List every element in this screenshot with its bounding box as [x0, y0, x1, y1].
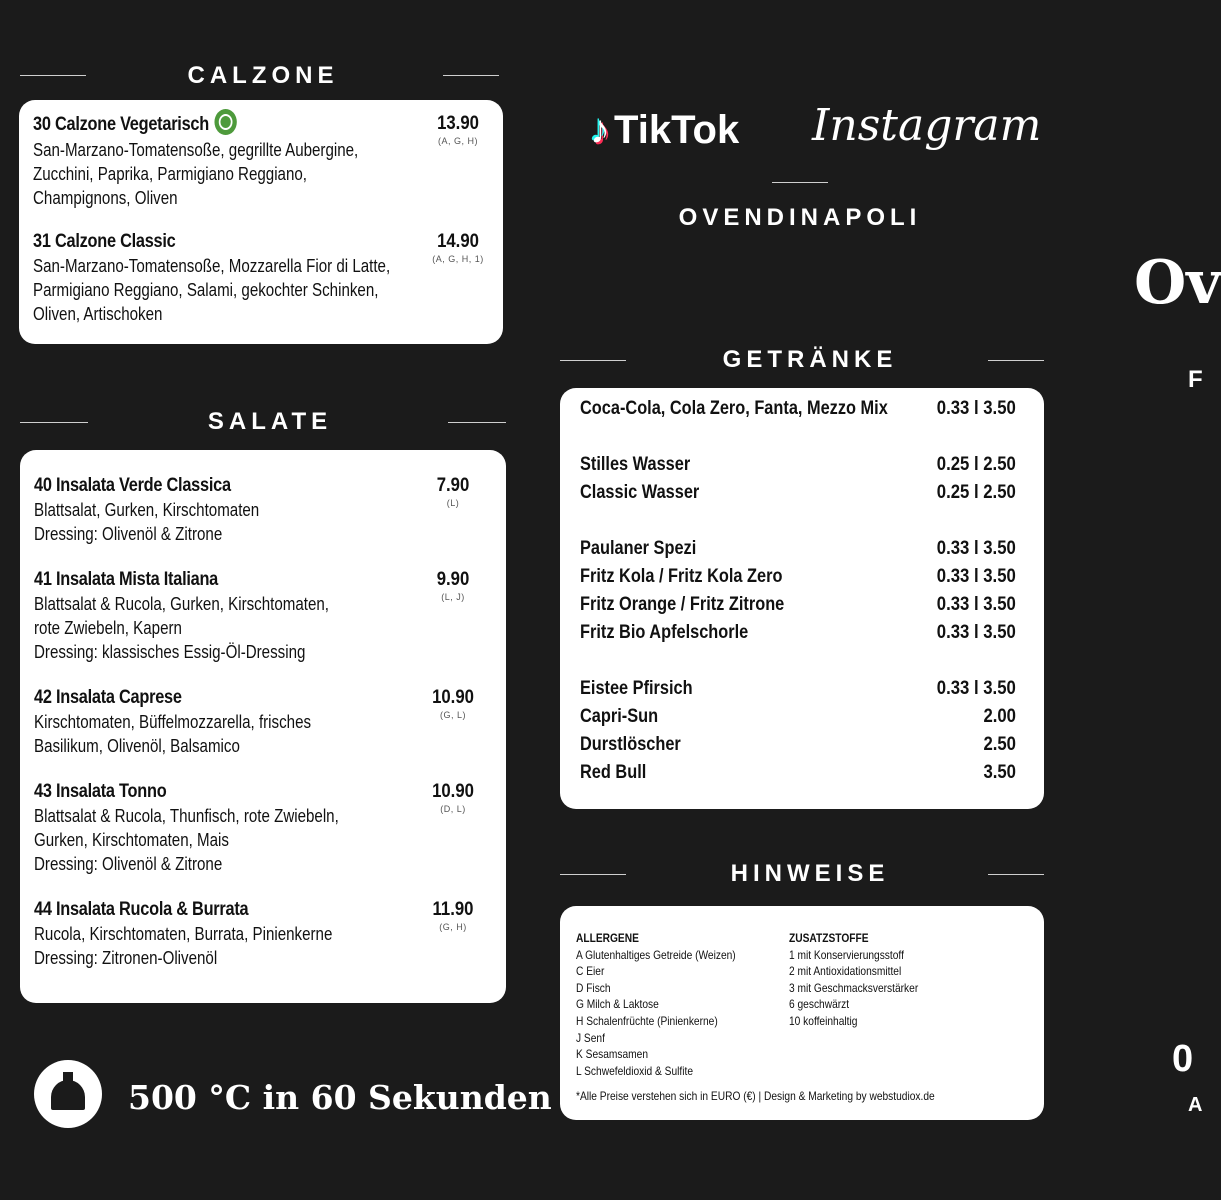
drink-price: 2.00	[983, 706, 1016, 727]
instagram-logo[interactable]: Instagram	[812, 100, 1042, 151]
drink-name: Capri-Sun	[580, 706, 659, 727]
drink-row	[580, 538, 1016, 564]
item-desc: Dressing: Olivenöl & Zitrone	[34, 524, 223, 544]
item-desc: Dressing: klassisches Essig-Öl-Dressing	[34, 642, 306, 662]
zusatz-list	[789, 930, 918, 1030]
drink-row	[580, 706, 1016, 732]
drink-name: Paulaner Spezi	[580, 538, 697, 559]
divider	[560, 360, 626, 361]
drink-price: 3.50	[983, 762, 1016, 783]
social-handle: OVENDINAPOLI	[678, 204, 922, 231]
getraenke-card	[560, 388, 1044, 809]
vegetarian-leaf-icon	[214, 109, 236, 135]
item-price: 14.90	[437, 231, 479, 252]
salate-title: SALATE	[207, 408, 333, 435]
calzone-title: CALZONE	[187, 62, 339, 89]
price-box	[418, 568, 488, 602]
text-fragment: A	[1188, 1094, 1203, 1116]
divider	[20, 422, 88, 423]
menu-item	[33, 112, 485, 210]
item-desc: Gurken, Kirschtomaten, Mais	[34, 830, 229, 850]
drink-price: 0.33 l 3.50	[936, 594, 1016, 615]
hinweise-title: HINWEISE	[730, 860, 890, 887]
item-desc: Kirschtomaten, Büffelmozzarella, frisches	[34, 712, 312, 732]
drink-price: 0.33 l 3.50	[936, 678, 1016, 699]
item-desc: Oliven, Artischoken	[33, 304, 163, 324]
price-footer: *Alle Preise verstehen sich in EURO (€) | Design & Marketing by webstudiox.de	[576, 1089, 935, 1103]
drink-price: 0.33 l 3.50	[936, 398, 1016, 419]
allergene-item: H Schalenfrüchte (Pinienkerne)	[576, 1013, 718, 1028]
item-allergens: (D, L)	[440, 804, 466, 814]
price-box	[418, 474, 488, 508]
divider	[988, 360, 1044, 361]
drink-price: 0.25 l 2.50	[936, 454, 1016, 475]
tiktok-logo[interactable]	[590, 108, 739, 153]
zusatz-item: 3 mit Geschmacksverstärker	[789, 980, 919, 995]
item-price: 10.90	[432, 781, 474, 802]
item-desc: Zucchini, Paprika, Parmigiano Reggiano,	[33, 164, 307, 184]
divider	[772, 182, 828, 183]
drink-row	[580, 398, 1016, 424]
tagline: 500 °C in 60 Sekunden	[128, 1078, 552, 1117]
zusatz-item: 6 geschwärzt	[789, 997, 850, 1012]
item-allergens: (A, G, H)	[438, 136, 478, 146]
drink-row	[580, 594, 1016, 620]
divider	[20, 75, 86, 76]
getraenke-title: GETRÄNKE	[722, 346, 898, 373]
allergene-item: C Eier	[576, 964, 605, 979]
item-desc: Blattsalat & Rucola, Thunfisch, rote Zwiebeln,	[34, 806, 339, 826]
drink-name: Stilles Wasser	[580, 454, 691, 475]
drink-price: 2.50	[983, 734, 1016, 755]
zusatz-item: 2 mit Antioxidationsmittel	[789, 964, 902, 979]
item-desc: San-Marzano-Tomatensoße, Mozzarella Fior di Latte,	[33, 256, 391, 276]
drink-row	[580, 678, 1016, 704]
menu-item	[34, 686, 488, 758]
drink-row	[580, 566, 1016, 592]
drink-name: Fritz Orange / Fritz Zitrone	[580, 594, 785, 615]
tiktok-note-icon: ♪	[590, 108, 610, 152]
menu-item	[33, 230, 485, 326]
allergene-list	[576, 930, 736, 1079]
menu-item	[34, 780, 488, 876]
item-name: 30 Calzone Vegetarisch	[33, 114, 209, 136]
allergene-item: A Glutenhaltiges Getreide (Weizen)	[576, 947, 736, 962]
drink-row	[580, 734, 1016, 760]
price-box	[418, 686, 488, 720]
drink-name: Red Bull	[580, 762, 647, 783]
item-desc: Basilikum, Olivenöl, Balsamico	[34, 736, 240, 756]
divider	[560, 874, 626, 875]
pizza-oven-icon	[34, 1060, 102, 1128]
allergene-item: K Sesamsamen	[576, 1047, 648, 1062]
divider	[448, 422, 506, 423]
item-name: 40 Insalata Verde Classica	[34, 475, 231, 496]
drink-row	[580, 482, 1016, 508]
drink-price: 0.33 l 3.50	[936, 538, 1016, 559]
item-desc: Blattsalat, Gurken, Kirschtomaten	[34, 500, 260, 520]
item-allergens: (L, J)	[441, 592, 465, 602]
item-price: 9.90	[436, 569, 470, 590]
item-allergens: (G, H)	[439, 922, 467, 932]
zusatz-item: 1 mit Konservierungsstoff	[789, 947, 904, 962]
drink-name: Eistee Pfirsich	[580, 678, 693, 699]
allergene-item: D Fisch	[576, 980, 611, 995]
zusatz-title: ZUSATZSTOFFE	[789, 931, 869, 945]
drink-row	[580, 454, 1016, 480]
text-fragment: 0	[1172, 1038, 1194, 1080]
item-price: 11.90	[432, 899, 474, 920]
text-fragment: F	[1188, 366, 1203, 393]
salate-card	[20, 450, 506, 1003]
drink-name: Classic Wasser	[580, 482, 700, 503]
brand-fragment: Ov	[1134, 248, 1221, 318]
drink-row	[580, 762, 1016, 788]
item-desc: Dressing: Olivenöl & Zitrone	[34, 854, 223, 874]
item-name: 41 Insalata Mista Italiana	[34, 569, 219, 590]
item-name: 42 Insalata Caprese	[34, 687, 182, 708]
item-price: 13.90	[437, 113, 479, 134]
drink-name: Fritz Bio Apfelschorle	[580, 622, 749, 643]
item-name: 43 Insalata Tonno	[34, 781, 167, 802]
item-allergens: (G, L)	[439, 710, 466, 720]
divider	[443, 75, 499, 76]
drink-row	[580, 622, 1016, 648]
allergene-item: J Senf	[576, 1030, 605, 1045]
item-name: 31 Calzone Classic	[33, 231, 176, 252]
item-name: 44 Insalata Rucola & Burrata	[34, 899, 249, 920]
item-allergens: (A, G, H, 1)	[432, 254, 484, 264]
drink-price: 0.33 l 3.50	[936, 622, 1016, 643]
allergene-item: L Schwefeldioxid & Sulfite	[576, 1063, 693, 1078]
allergene-item: G Milch & Laktose	[576, 997, 659, 1012]
menu-item	[34, 568, 488, 664]
drink-name: Durstlöscher	[580, 734, 681, 755]
divider	[988, 874, 1044, 875]
zusatz-item: 10 koffeinhaltig	[789, 1013, 858, 1028]
drink-price: 0.33 l 3.50	[936, 566, 1016, 587]
item-desc: Rucola, Kirschtomaten, Burrata, Pinienkerne	[34, 924, 333, 944]
menu-item	[34, 474, 488, 546]
item-price: 10.90	[432, 687, 474, 708]
item-desc: Parmigiano Reggiano, Salami, gekochter Schinken,	[33, 280, 379, 300]
hinweise-card	[560, 906, 1044, 1120]
price-box	[418, 898, 488, 932]
tiktok-label: TikTok	[614, 108, 740, 152]
price-box	[423, 112, 493, 146]
item-desc: rote Zwiebeln, Kapern	[34, 618, 182, 638]
price-box	[418, 780, 488, 814]
menu-item	[34, 898, 488, 970]
price-box	[423, 230, 493, 264]
item-allergens: (L)	[446, 498, 460, 508]
calzone-card	[19, 100, 503, 344]
drink-name: Coca-Cola, Cola Zero, Fanta, Mezzo Mix	[580, 398, 888, 419]
item-desc: Champignons, Oliven	[33, 188, 178, 208]
item-desc: Dressing: Zitronen-Olivenöl	[34, 948, 218, 968]
drink-name: Fritz Kola / Fritz Kola Zero	[580, 566, 783, 587]
allergene-title: ALLERGENE	[576, 931, 639, 945]
item-price: 7.90	[436, 475, 470, 496]
drink-price: 0.25 l 2.50	[936, 482, 1016, 503]
item-desc: Blattsalat & Rucola, Gurken, Kirschtomaten,	[34, 594, 329, 614]
item-desc: San-Marzano-Tomatensoße, gegrillte Aubergine,	[33, 140, 359, 160]
